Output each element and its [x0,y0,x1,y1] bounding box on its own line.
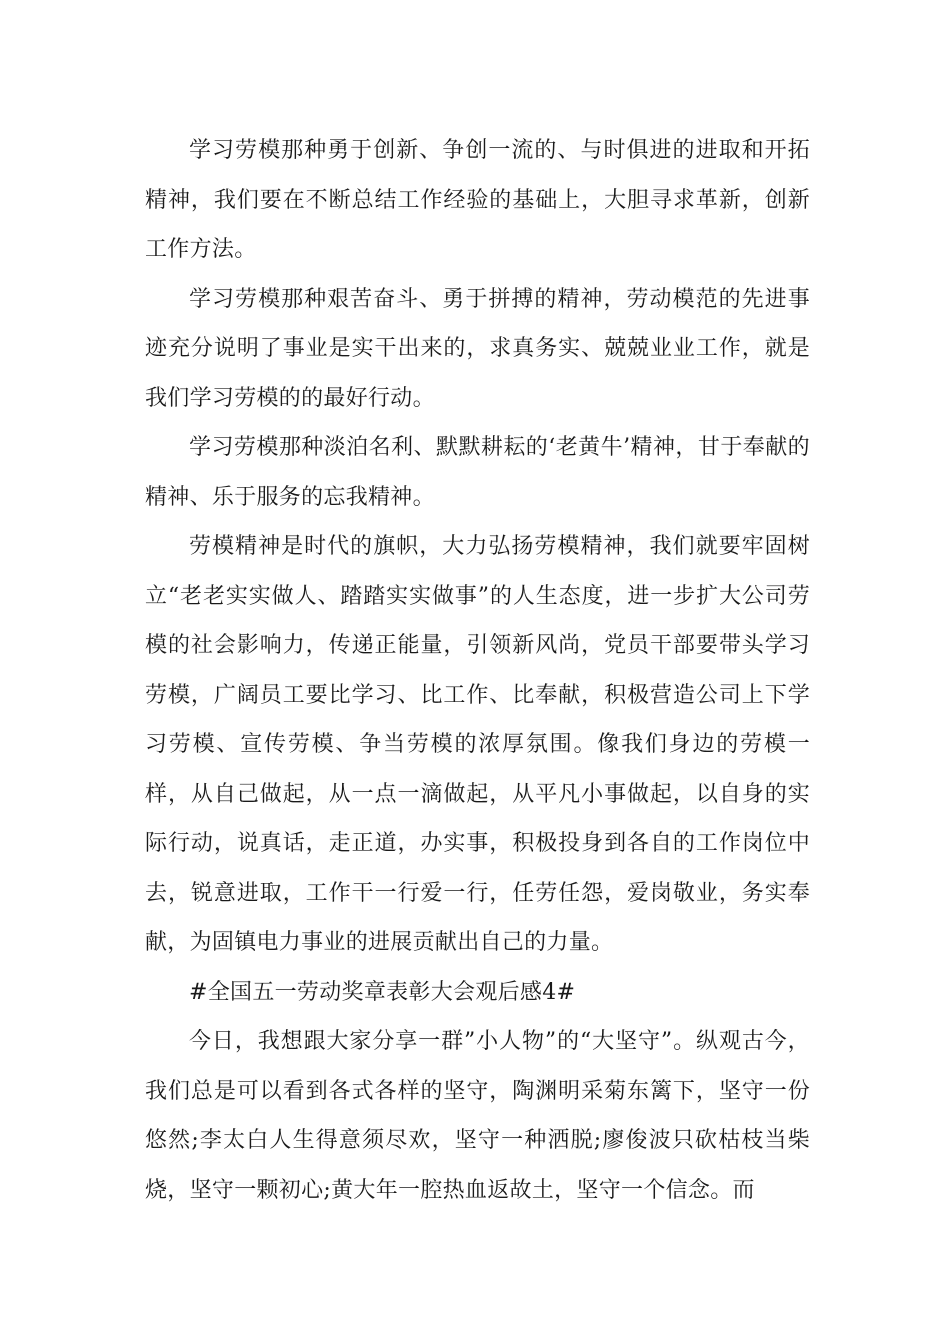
document-page [145,126,810,1215]
paragraph-dedication: 学习劳模那种淡泊名利、默默耕耘的‘老黄牛’精神，甘于奉献的精神、乐于服务的忘我精神。 [145,435,810,510]
paragraph-hard-work: 学习劳模那种艰苦奋斗、勇于拼搏的精神，劳动模范的先进事迹充分说明了事业是实干出来的，求真务实、兢兢业业工作，就是我们学习劳模的的最好行动。 [145,286,810,411]
section-heading: #全国五一劳动奖章表彰大会观后感4# [189,979,576,1005]
paragraph-small-people: 今日，我想跟大家分享一群”小人物”的“大坚守”。纵观古今，我们总是可以看到各式各样的坚守，陶渊明采菊东篱下，坚守一份悠然;李太白人生得意须尽欢，坚守一种洒脱;廖俊波只砍枯枝当柴烧，坚守一颗初心;黄大年一腔热血返故土，坚守一个信念。而 [145,1029,810,1203]
paragraph-model-spirit: 劳模精神是时代的旗帜，大力弘扬劳模精神，我们就要牢固树立“老老实实做人、踏踏实实做事”的人生态度，进一步扩大公司劳模的社会影响力，传递正能量，引领新风尚，党员干部要带头学习劳模，广阔员工要比学习、比工作、比奉献，积极营造公司上下学习劳模、宣传劳模、争当劳模的浓厚氛围。像我们身边的劳模一样，从自己做起，从一点一滴做起，从平凡小事做起，以自身的实际行动，说真话，走正道，办实事，积极投身到各自的工作岗位中去，锐意进取，工作干一行爱一行，任劳任怨，爱岗敬业，务实奉献，为固镇电力事业的进展贡献出自己的力量。 [145,534,810,955]
paragraph-innovation: 学习劳模那种勇于创新、争创一流的、与时俱进的进取和开拓精神，我们要在不断总结工作经验的基础上，大胆寻求革新，创新工作方法。 [145,138,810,262]
